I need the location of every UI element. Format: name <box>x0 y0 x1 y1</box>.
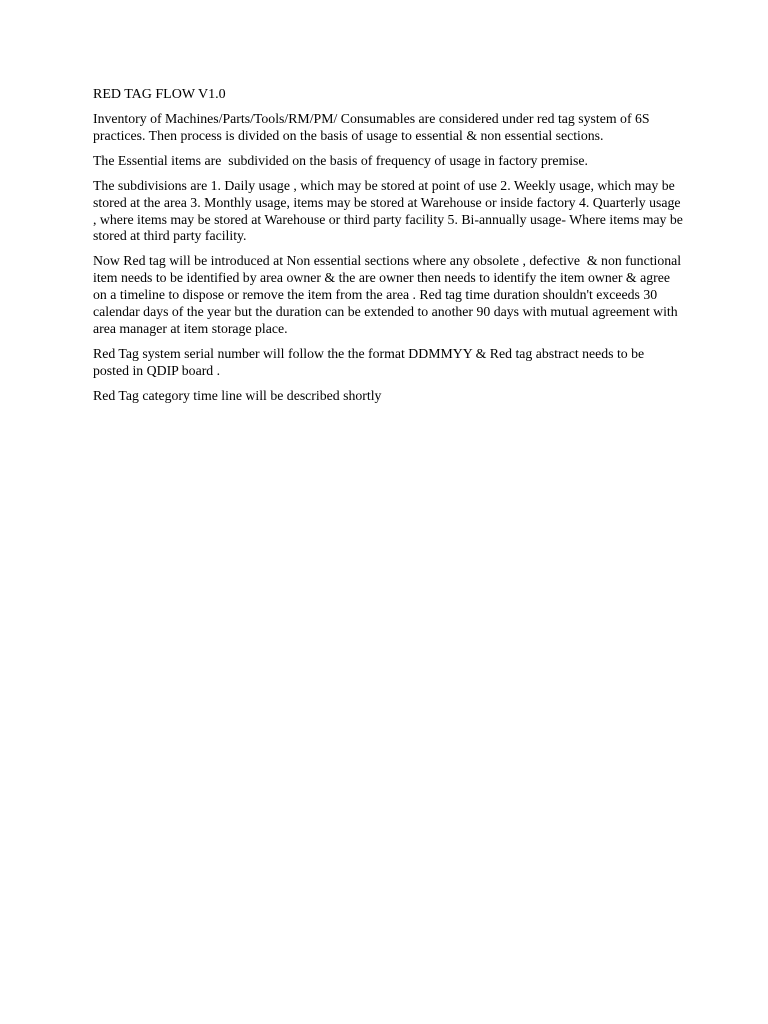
document-body <box>93 86 687 413</box>
paragraph-red-tag-introduction: Now Red tag will be introduced at Non essential sections where any obsolete , defective & non functional item needs to be identified by area owner & the are owner then needs to identify the item owner & agree on a timeline to dispose or remove the item from the area . Red tag time duration shouldn't exceeds 30 calendar days of the year but the duration can be extended to another 90 days with mutual agreement with area manager at item storage place. <box>93 253 685 336</box>
paragraph-subdivisions: The subdivisions are 1. Daily usage , which may be stored at point of use 2. Weekly usage, which may be stored at the area 3. Monthly usage, items may be stored at Warehouse or inside factory 4. Quarterly usage , where items may be stored at Warehouse or third party facility 5. Bi-annually usage- Where items may be stored at third party facility. <box>93 177 687 244</box>
document-title: RED TAG FLOW V1.0 <box>93 87 226 102</box>
paragraph-category-timeline: Red Tag category time line will be described shortly <box>93 387 382 403</box>
paragraph-serial-number: Red Tag system serial number will follow the the format DDMMYY & Red tag abstract needs to be posted in QDIP board . <box>93 345 648 378</box>
paragraph-inventory: Inventory of Machines/Parts/Tools/RM/PM/ Consumables are considered under red tag system of 6S practices. Then process is divided on the basis of usage to essential & non essential sections. <box>93 111 654 143</box>
paragraph-essential-items: The Essential items are subdivided on the basis of frequency of usage in factory premise. <box>93 152 589 168</box>
